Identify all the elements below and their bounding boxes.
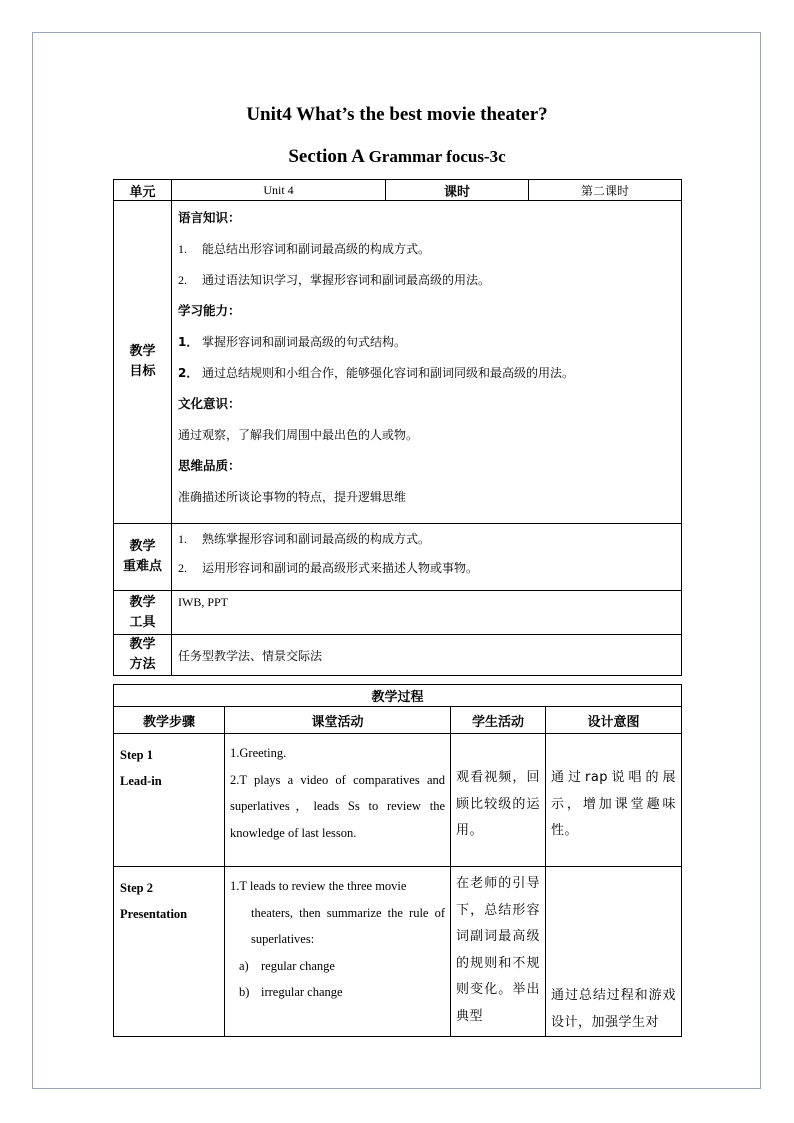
unit-label: 单元 xyxy=(114,180,172,201)
step1-purpose: 通过rap说唱的展示，增加课堂趣味性。 xyxy=(546,734,682,867)
rule-item: b) irregular change xyxy=(239,985,343,999)
thinking-heading: 思维品质： xyxy=(178,458,241,473)
tools-label: 教学 工具 xyxy=(114,591,172,635)
period-value: 第二课时 xyxy=(529,180,682,201)
ability-heading: 学习能力： xyxy=(178,303,241,318)
key-points-label: 教学 重难点 xyxy=(114,524,172,591)
header-activity: 课堂活动 xyxy=(225,707,451,734)
period-label: 课时 xyxy=(386,180,529,201)
language-item: 1. 能总结出形容词和副词最高级的构成方式。 xyxy=(178,242,431,256)
tools-row xyxy=(114,591,682,635)
methods-label: 教学 方法 xyxy=(114,635,172,676)
subtitle-topic: Grammar focus-3c xyxy=(368,147,506,166)
methods-value: 任务型教学法、情景交际法 xyxy=(172,635,682,676)
subtitle-section: Section A xyxy=(288,146,369,167)
thinking-text: 准确描述所谈论事物的特点，提升逻辑思维 xyxy=(178,490,407,504)
key-points-row xyxy=(114,524,682,591)
methods-row xyxy=(114,635,682,676)
document-title: Unit4 What’s the best movie theater? xyxy=(246,104,548,125)
document-subtitle xyxy=(0,146,794,168)
step2-purpose: 通过总结过程和游戏设计，加强学生对 xyxy=(546,867,682,1037)
step2-student: 在老师的引导下，总结形容词副词最高级的规则和不规则变化。举出典型 xyxy=(451,867,546,1037)
ability-item: 2． 通过总结规则和小组合作，能够强化容词和副词同级和最高级的用法。 xyxy=(178,366,575,380)
info-row xyxy=(114,180,682,201)
language-item: 2. 通过语法知识学习，掌握形容词和副词最高级的用法。 xyxy=(178,273,491,287)
key-point-item: 1. 熟练掌握形容词和副词最高级的构成方式。 xyxy=(178,532,431,546)
language-heading: 语言知识： xyxy=(178,210,241,225)
step1-name: Step 1 Lead-in xyxy=(114,734,225,867)
step2-activity: 1.T leads to review the three movie theaters, then summarize the rule of superlatives: a) regular change b) irregular change xyxy=(225,867,451,1037)
process-header-row xyxy=(114,707,682,734)
objectives-label: 教学 目标 xyxy=(114,201,172,524)
tools-value: IWB, PPT xyxy=(172,591,682,635)
objectives-content xyxy=(172,201,682,524)
rule-item: a) regular change xyxy=(239,958,335,973)
culture-heading: 文化意识： xyxy=(178,396,241,411)
process-title: 教学过程 xyxy=(114,685,682,707)
unit-value: Unit 4 xyxy=(172,180,386,201)
lesson-plan-table xyxy=(113,179,682,676)
culture-text: 通过观察，了解我们周围中最出色的人或物。 xyxy=(178,428,419,442)
header-student: 学生活动 xyxy=(451,707,546,734)
step1-row xyxy=(114,734,682,867)
step1-student: 观看视频，回顾比较级的运用。 xyxy=(451,734,546,867)
ability-item: 1． 掌握形容词和副词最高级的句式结构。 xyxy=(178,335,407,349)
objectives-row xyxy=(114,201,682,524)
process-table xyxy=(113,684,682,1037)
header-purpose: 设计意图 xyxy=(546,707,682,734)
step1-activity: 1.Greeting. 2.T plays a video of comparatives and superlatives，leads Ss to review the knowledge of last lesson. xyxy=(225,734,451,867)
step2-row xyxy=(114,867,682,1037)
key-points-content xyxy=(172,524,682,591)
header-step: 教学步骤 xyxy=(114,707,225,734)
step2-name: Step 2 Presentation xyxy=(114,867,225,1037)
key-point-item: 2. 运用形容词和副词的最高级形式来描述人物或事物。 xyxy=(178,561,479,575)
